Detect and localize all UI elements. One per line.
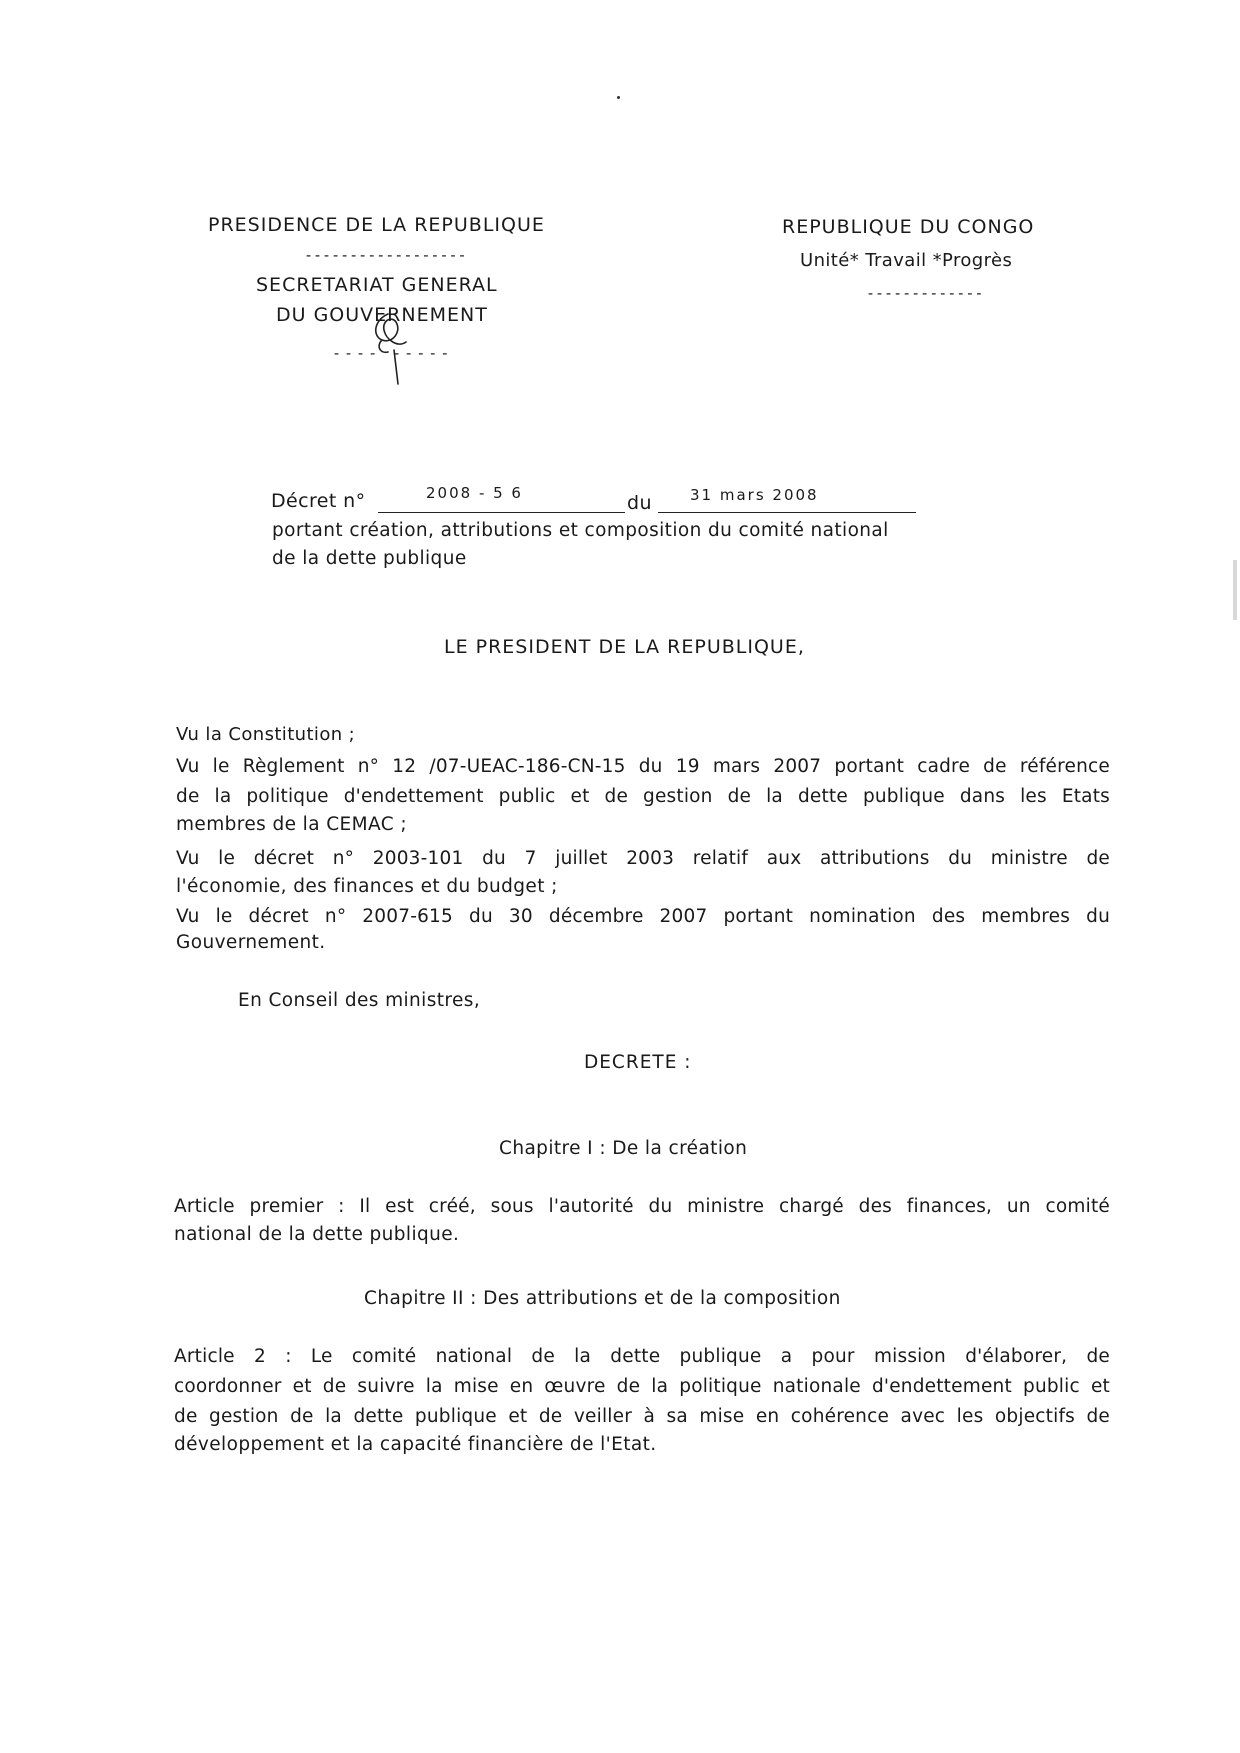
decrete-heading: DECRETE : <box>584 1052 692 1073</box>
chapitre-1-heading: Chapitre I : De la création <box>499 1138 748 1159</box>
decree-du: du <box>627 492 652 514</box>
scan-speck <box>617 96 620 99</box>
vu-line: Vu la Constitution ; <box>176 724 356 745</box>
vu-line: Vu le décret n° 2003-101 du 7 juillet 2003 relatif aux attributions du ministre de <box>176 848 1110 869</box>
president-heading: LE PRESIDENT DE LA REPUBLIQUE, <box>444 636 805 658</box>
header-motto: Unité* Travail *Progrès <box>800 250 1013 271</box>
scan-edge-mark <box>1233 560 1237 620</box>
vu-line: membres de la CEMAC ; <box>176 814 407 835</box>
article-1-line: Article premier : Il est créé, sous l'autorité du ministre chargé des finances, un comité <box>174 1196 1110 1217</box>
handwritten-initials <box>368 306 420 386</box>
vu-line: de la politique d'endettement public et de gestion de la dette publique dans les Etats <box>176 786 1110 807</box>
vu-line: l'économie, des finances et du budget ; <box>176 876 558 897</box>
article-1-line: national de la dette publique. <box>174 1224 460 1245</box>
conseil-line: En Conseil des ministres, <box>238 990 481 1011</box>
header-separator-1: ------------------ <box>304 246 467 264</box>
header-secretariat: SECRETARIAT GENERAL <box>256 274 498 296</box>
article-2-line: de gestion de la dette publique et de veiller à sa mise en cohérence avec les objectifs de <box>174 1406 1110 1427</box>
decree-subtitle-2: de la dette publique <box>272 548 467 569</box>
decree-label: Décret n° <box>271 490 366 512</box>
vu-line: Vu le décret n° 2007-615 du 30 décembre 2007 portant nomination des membres du <box>176 906 1110 927</box>
header-gouvernement: DU GOUVERNEMENT <box>276 304 488 326</box>
header-presidence: PRESIDENCE DE LA REPUBLIQUE <box>208 214 545 236</box>
chapitre-2-heading: Chapitre II : Des attributions et de la composition <box>364 1288 841 1309</box>
header-separator-3: ------------- <box>866 284 984 302</box>
header-separator-2: ---- ----- <box>332 344 453 362</box>
vu-line: Vu le Règlement n° 12 /07-UEAC-186-CN-15 du 19 mars 2007 portant cadre de référence <box>176 756 1110 777</box>
vu-line: Gouvernement. <box>176 932 326 953</box>
decree-date: 31 mars 2008 <box>690 486 819 504</box>
decree-number: 2008 - 5 6 <box>426 484 523 502</box>
article-2-line: Article 2 : Le comité national de la dette publique a pour mission d'élaborer, de <box>174 1346 1110 1367</box>
article-2-line: développement et la capacité financière de l'Etat. <box>174 1434 657 1455</box>
decree-subtitle-1: portant création, attributions et composition du comité national <box>272 520 889 541</box>
header-republique-congo: REPUBLIQUE DU CONGO <box>782 216 1035 238</box>
article-2-line: coordonner et de suivre la mise en œuvre de la politique nationale d'endettement public et <box>174 1376 1110 1397</box>
